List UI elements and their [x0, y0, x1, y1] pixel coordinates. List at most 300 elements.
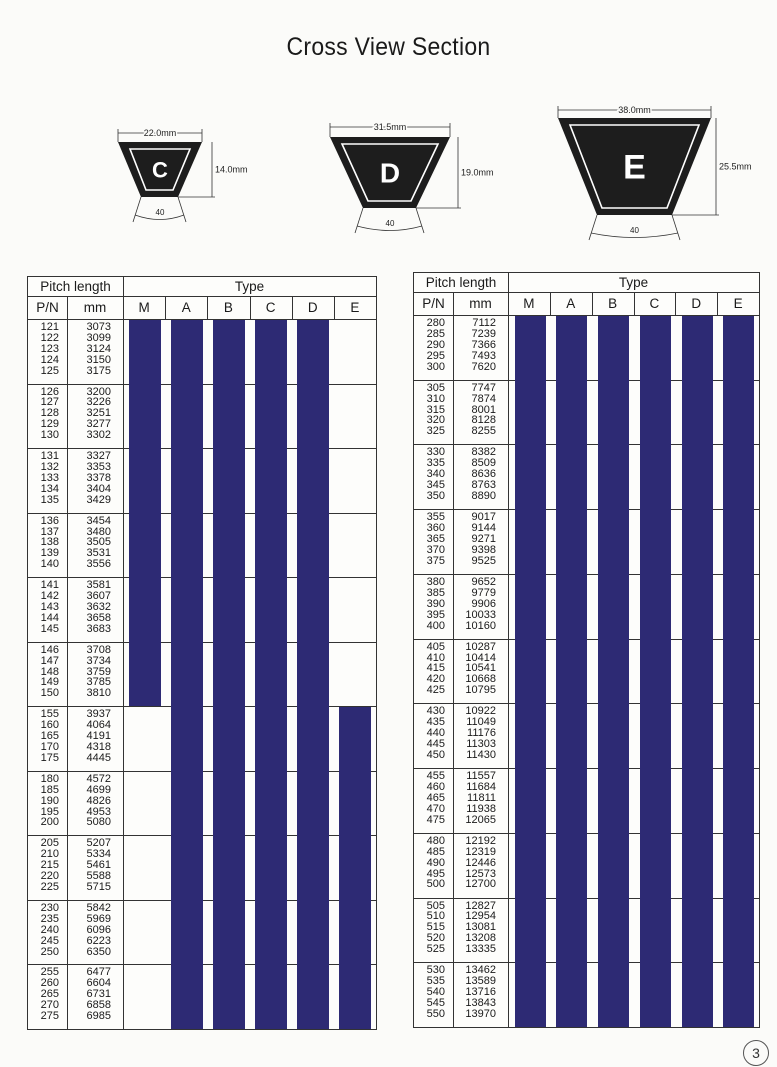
length-mm: 4953	[86, 805, 111, 818]
length-mm: 3099	[86, 331, 111, 344]
part-number: 138	[40, 536, 59, 549]
angle-label: 40	[155, 208, 165, 217]
angle-guide-line	[178, 197, 186, 222]
length-mm: 12446	[465, 856, 496, 869]
length-mm: 13081	[465, 921, 496, 934]
part-number: 124	[40, 353, 59, 366]
part-number: 425	[426, 684, 445, 697]
angle-guide-line	[416, 208, 424, 233]
part-number: 145	[40, 622, 59, 635]
part-number: 350	[426, 490, 445, 503]
length-mm: 9779	[471, 586, 496, 599]
part-number: 200	[40, 816, 59, 829]
part-number: 175	[40, 751, 59, 764]
length-mm: 7620	[471, 360, 496, 373]
length-mm: 3658	[86, 611, 111, 624]
part-number: 125	[40, 364, 59, 377]
angle-guide-line	[355, 208, 363, 233]
part-number: 450	[426, 748, 445, 761]
part-number: 405	[426, 640, 445, 653]
length-mm: 10541	[465, 662, 496, 675]
length-mm: 9652	[471, 575, 496, 588]
cross-section-e	[558, 105, 752, 240]
part-number: 215	[40, 859, 59, 872]
row-group	[28, 838, 123, 899]
length-mm: 3505	[86, 536, 111, 549]
part-number: 135	[40, 493, 59, 506]
length-mm: 13843	[465, 996, 496, 1009]
part-number: 320	[426, 414, 445, 427]
length-mm: 4445	[86, 751, 111, 764]
height-label: 19.0mm	[461, 167, 494, 178]
part-number: 360	[426, 522, 445, 535]
cross-section-c	[118, 128, 248, 222]
height-label: 25.5mm	[719, 161, 752, 172]
row-group	[414, 836, 508, 897]
length-mm: 3429	[86, 493, 111, 506]
column-divider	[123, 277, 124, 1029]
mm-header: mm	[83, 300, 107, 315]
column-divider	[634, 292, 635, 315]
part-number: 430	[426, 705, 445, 718]
length-mm: 3404	[86, 482, 111, 495]
column-divider	[508, 273, 509, 1027]
column-divider	[592, 292, 593, 315]
type-header-a: A	[181, 300, 191, 315]
part-number: 445	[426, 738, 445, 751]
length-mm: 3302	[86, 429, 111, 442]
part-number: 550	[426, 1007, 445, 1020]
width-label: 22.0mm	[143, 128, 177, 138]
header-divider	[28, 296, 376, 297]
type-header-m: M	[138, 300, 150, 315]
angle-guide-line	[672, 215, 680, 240]
pitch-table-left	[27, 276, 377, 1030]
column-divider	[675, 292, 676, 315]
belt-letter: E	[623, 148, 646, 187]
length-mm: 3150	[86, 353, 111, 366]
part-number: 149	[40, 676, 59, 689]
part-number: 180	[40, 772, 59, 785]
part-number: 128	[40, 407, 59, 420]
pn-header: P/N	[422, 296, 445, 311]
part-number: 495	[426, 867, 445, 880]
length-mm: 3734	[86, 654, 111, 667]
length-mm: 3124	[86, 342, 111, 355]
length-mm: 10160	[465, 619, 496, 632]
part-number: 545	[426, 996, 445, 1009]
length-mm: 3581	[86, 579, 111, 592]
length-mm: 3785	[86, 676, 111, 689]
availability-bar-m	[515, 316, 546, 1027]
type-header-b: B	[223, 300, 233, 315]
part-number: 460	[426, 780, 445, 793]
column-divider	[334, 296, 335, 319]
length-mm: 12192	[465, 834, 496, 847]
availability-bar-b	[213, 320, 245, 1029]
part-number: 270	[40, 999, 59, 1012]
length-mm: 12573	[465, 867, 496, 880]
length-mm: 4064	[86, 719, 111, 732]
type-header-e: E	[733, 296, 743, 311]
length-mm: 10414	[465, 651, 496, 664]
length-mm: 8255	[471, 425, 496, 438]
part-number: 235	[40, 912, 59, 925]
part-number: 240	[40, 923, 59, 936]
length-mm: 8890	[471, 490, 496, 503]
part-number: 505	[426, 899, 445, 912]
availability-bar-a	[556, 316, 587, 1027]
part-number: 310	[426, 392, 445, 405]
part-number: 190	[40, 794, 59, 807]
part-number: 275	[40, 1010, 59, 1023]
page-number: 3	[743, 1040, 769, 1066]
part-number: 510	[426, 910, 445, 923]
part-number: 144	[40, 611, 59, 624]
length-mm: 9271	[471, 532, 496, 545]
part-number: 520	[426, 932, 445, 945]
part-number: 325	[426, 425, 445, 438]
header-divider	[414, 292, 759, 293]
length-mm: 5207	[86, 837, 111, 850]
part-number: 225	[40, 880, 59, 893]
length-mm: 7239	[471, 327, 496, 340]
angle-guide-line	[133, 197, 141, 222]
width-label: 38.0mm	[618, 105, 651, 115]
row-group	[28, 451, 123, 512]
part-number: 500	[426, 878, 445, 891]
length-mm: 7493	[471, 349, 496, 362]
length-mm: 7874	[471, 392, 496, 405]
angle-guide-line	[589, 215, 597, 240]
part-number: 230	[40, 901, 59, 914]
length-mm: 4191	[86, 730, 111, 743]
length-mm: 3378	[86, 471, 111, 484]
length-mm: 8763	[471, 479, 496, 492]
part-number: 540	[426, 986, 445, 999]
cross-section-diagrams	[0, 0, 777, 260]
length-mm: 11049	[466, 716, 496, 729]
part-number: 470	[426, 802, 445, 815]
length-mm: 6350	[86, 945, 111, 958]
part-number: 130	[40, 429, 59, 442]
part-number: 385	[426, 586, 445, 599]
part-number: 295	[426, 349, 445, 362]
length-mm: 13970	[465, 1007, 496, 1020]
length-mm: 7112	[472, 317, 496, 329]
mm-header: mm	[469, 296, 492, 311]
length-mm: 11938	[466, 802, 496, 815]
row-group	[28, 967, 123, 1028]
length-mm: 3277	[86, 418, 111, 431]
part-number: 143	[40, 600, 59, 613]
length-mm: 6223	[86, 934, 111, 947]
length-mm: 6858	[86, 999, 111, 1012]
length-mm: 3708	[86, 643, 111, 656]
type-header-a: A	[566, 296, 576, 311]
length-mm: 13335	[465, 943, 496, 956]
part-number: 410	[426, 651, 445, 664]
part-number: 315	[426, 403, 445, 416]
row-group	[28, 709, 123, 770]
type-header-m: M	[523, 296, 535, 311]
part-number: 535	[426, 975, 445, 988]
length-mm: 3226	[86, 396, 111, 409]
part-number: 165	[40, 730, 59, 743]
length-mm: 9525	[471, 554, 496, 567]
part-number: 370	[426, 543, 445, 556]
row-group	[28, 645, 123, 706]
row-group	[414, 901, 508, 962]
column-divider	[165, 296, 166, 319]
length-mm: 3607	[86, 590, 111, 603]
pn-header: P/N	[36, 300, 59, 315]
length-mm: 3454	[86, 514, 111, 527]
length-mm: 3937	[86, 708, 111, 721]
cross-section-d	[330, 122, 494, 233]
part-number: 140	[40, 558, 59, 571]
part-number: 134	[40, 482, 59, 495]
length-mm: 3632	[86, 600, 111, 613]
part-number: 330	[426, 446, 445, 459]
part-number: 300	[426, 360, 445, 373]
length-mm: 3200	[86, 385, 111, 398]
width-label: 31.5mm	[373, 122, 407, 132]
part-number: 515	[426, 921, 445, 934]
part-number: 136	[40, 514, 59, 527]
column-divider	[717, 292, 718, 315]
part-number: 123	[40, 342, 59, 355]
part-number: 129	[40, 418, 59, 431]
length-mm: 8128	[471, 414, 496, 427]
length-mm: 8382	[471, 446, 496, 459]
part-number: 220	[40, 870, 59, 883]
part-number: 440	[426, 727, 445, 740]
length-mm: 4318	[86, 740, 111, 753]
length-mm: 3683	[86, 622, 111, 635]
part-number: 525	[426, 943, 445, 956]
part-number: 395	[426, 608, 445, 621]
row-group	[28, 516, 123, 577]
part-number: 131	[40, 450, 59, 463]
part-number: 465	[426, 791, 445, 804]
part-number: 490	[426, 856, 445, 869]
part-number: 355	[426, 511, 445, 524]
length-mm: 11811	[467, 791, 496, 804]
length-mm: 7366	[471, 338, 496, 351]
part-number: 255	[40, 966, 59, 979]
type-header: Type	[618, 275, 649, 290]
length-mm: 9017	[471, 511, 496, 524]
length-mm: 8509	[471, 457, 496, 470]
part-number: 530	[426, 964, 445, 977]
length-mm: 11176	[467, 727, 496, 740]
length-mm: 12700	[465, 878, 496, 891]
length-mm: 12827	[465, 899, 496, 912]
length-mm: 6985	[86, 1010, 111, 1023]
angle-label: 40	[630, 226, 639, 235]
length-mm: 3327	[86, 450, 111, 463]
length-mm: 13589	[465, 975, 496, 988]
part-number: 137	[40, 525, 59, 538]
length-mm: 5588	[86, 870, 111, 883]
page-title: Cross View Section	[286, 33, 491, 61]
part-number: 280	[426, 317, 445, 329]
part-number: 305	[426, 381, 445, 394]
length-mm: 3175	[86, 364, 111, 377]
row-group	[414, 642, 508, 703]
part-number: 185	[40, 783, 59, 796]
length-mm: 6096	[86, 923, 111, 936]
part-number: 127	[40, 396, 59, 409]
availability-bar-m	[129, 320, 161, 706]
length-mm: 9906	[471, 597, 496, 610]
length-mm: 9144	[471, 522, 496, 535]
row-group	[28, 774, 123, 835]
length-mm: 6731	[86, 988, 111, 1001]
row-group	[414, 706, 508, 767]
row-group	[28, 322, 123, 383]
row-group	[414, 447, 508, 508]
length-mm: 7747	[471, 381, 496, 394]
row-group	[28, 903, 123, 964]
length-mm: 13208	[465, 932, 496, 945]
height-label: 14.0mm	[215, 164, 248, 175]
part-number: 400	[426, 619, 445, 632]
pitch-length-header: Pitch length	[425, 275, 497, 290]
pitch-length-header: Pitch length	[40, 279, 111, 294]
type-header-c: C	[265, 300, 276, 315]
length-mm: 5080	[86, 816, 111, 829]
length-mm: 5334	[86, 848, 111, 861]
pitch-table-right	[413, 272, 760, 1028]
part-number: 150	[40, 687, 59, 700]
length-mm: 6604	[86, 977, 111, 990]
part-number: 260	[40, 977, 59, 990]
belt-letter: C	[152, 157, 168, 183]
length-mm: 4699	[86, 783, 111, 796]
length-mm: 11430	[466, 748, 496, 761]
length-mm: 12319	[465, 845, 496, 858]
availability-bar-d	[297, 320, 329, 1029]
part-number: 147	[40, 654, 59, 667]
row-group	[414, 771, 508, 832]
part-number: 250	[40, 945, 59, 958]
type-header-e: E	[350, 300, 360, 315]
length-mm: 12065	[465, 813, 496, 826]
column-divider	[550, 292, 551, 315]
availability-bar-e	[339, 707, 371, 1029]
part-number: 335	[426, 457, 445, 470]
row-group	[28, 580, 123, 641]
availability-bar-b	[598, 316, 629, 1027]
part-number: 132	[40, 460, 59, 473]
availability-bar-d	[682, 316, 713, 1027]
part-number: 435	[426, 716, 445, 729]
row-group	[28, 387, 123, 448]
angle-label: 40	[385, 219, 395, 228]
part-number: 340	[426, 468, 445, 481]
part-number: 365	[426, 532, 445, 545]
length-mm: 5842	[86, 901, 111, 914]
part-number: 415	[426, 662, 445, 675]
column-divider	[250, 296, 251, 319]
type-header-c: C	[649, 296, 660, 311]
part-number: 210	[40, 848, 59, 861]
length-mm: 10795	[465, 684, 496, 697]
part-number: 375	[426, 554, 445, 567]
part-number: 380	[426, 575, 445, 588]
part-number: 420	[426, 673, 445, 686]
length-mm: 12954	[465, 910, 496, 923]
row-group	[414, 318, 508, 379]
availability-bar-a	[171, 320, 203, 1029]
length-mm: 3073	[86, 321, 111, 333]
belt-letter: D	[379, 157, 401, 189]
length-mm: 3353	[86, 460, 111, 473]
length-mm: 5969	[86, 912, 111, 925]
part-number: 160	[40, 719, 59, 732]
length-mm: 10922	[465, 705, 496, 718]
part-number: 126	[40, 385, 59, 398]
length-mm: 10287	[465, 640, 496, 653]
part-number: 142	[40, 590, 59, 603]
part-number: 290	[426, 338, 445, 351]
length-mm: 4572	[86, 772, 111, 785]
part-number: 121	[40, 321, 59, 333]
part-number: 141	[40, 579, 59, 592]
length-mm: 6477	[86, 966, 111, 979]
part-number: 245	[40, 934, 59, 947]
part-number: 195	[40, 805, 59, 818]
length-mm: 11303	[466, 738, 496, 751]
availability-bar-e	[723, 316, 754, 1027]
length-mm: 3810	[86, 687, 111, 700]
part-number: 148	[40, 665, 59, 678]
row-group	[414, 383, 508, 444]
availability-bar-c	[255, 320, 287, 1029]
part-number: 345	[426, 479, 445, 492]
part-number: 205	[40, 837, 59, 850]
length-mm: 3531	[86, 547, 111, 560]
length-mm: 5715	[86, 880, 111, 893]
part-number: 133	[40, 471, 59, 484]
part-number: 265	[40, 988, 59, 1001]
part-number: 285	[426, 327, 445, 340]
part-number: 170	[40, 740, 59, 753]
availability-bar-c	[640, 316, 671, 1027]
length-mm: 3480	[86, 525, 111, 538]
length-mm: 8001	[471, 403, 496, 416]
length-mm: 3556	[86, 558, 111, 571]
length-mm: 4826	[86, 794, 111, 807]
row-group	[414, 577, 508, 638]
length-mm: 3759	[86, 665, 111, 678]
type-header-d: D	[691, 296, 702, 311]
part-number: 475	[426, 813, 445, 826]
length-mm: 13462	[465, 964, 496, 977]
column-divider	[292, 296, 293, 319]
length-mm: 11557	[466, 770, 496, 783]
part-number: 146	[40, 643, 59, 656]
part-number: 155	[40, 708, 59, 721]
part-number: 122	[40, 331, 59, 344]
length-mm: 5461	[86, 859, 111, 872]
length-mm: 13716	[465, 986, 496, 999]
part-number: 455	[426, 770, 445, 783]
part-number: 485	[426, 845, 445, 858]
column-divider	[207, 296, 208, 319]
